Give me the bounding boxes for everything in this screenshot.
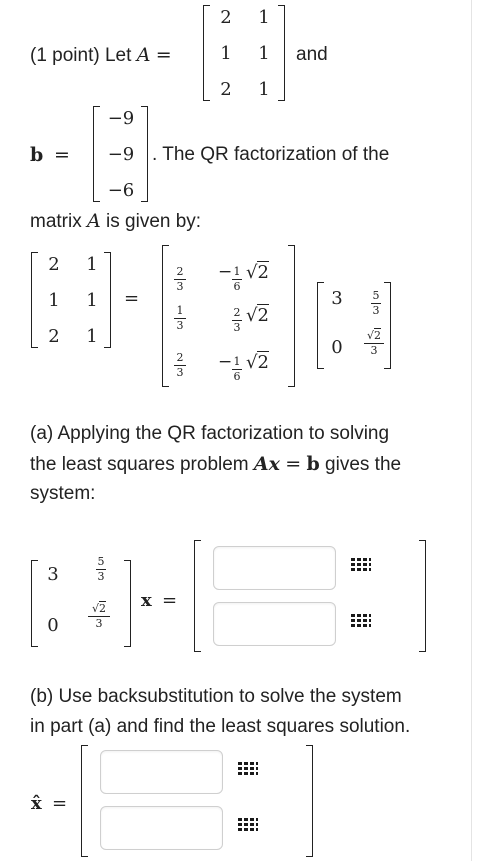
b-cell: −9 [107, 108, 135, 129]
part-b-answer-2-input[interactable] [100, 806, 223, 850]
q-frac: 1 6 [233, 265, 241, 293]
equals-sign: = [52, 793, 68, 814]
A-cell: 1 [48, 290, 60, 311]
and-text: and [296, 44, 328, 65]
part-a-line2: the least squares problem Ax = b gives the [30, 453, 402, 475]
equals-sign: = [124, 288, 140, 309]
part-a-answer-1-input[interactable] [213, 546, 336, 590]
Ax-symbol: Ax [253, 453, 280, 475]
sqrt: √2 [246, 262, 269, 283]
q-frac: 2 3 [174, 352, 186, 379]
r-cell: 3 [47, 564, 59, 585]
q-frac: 1 3 [174, 305, 186, 332]
A-symbol: A [87, 210, 101, 232]
b-cell: −9 [107, 144, 135, 165]
grid-icon [351, 614, 371, 630]
r-cell: 3 [331, 288, 343, 309]
part-b-answer-1-input[interactable] [100, 750, 223, 794]
qr-text: . The QR factorization of the [152, 144, 390, 165]
q-frac: 2 3 [174, 266, 186, 293]
intro-text [30, 44, 172, 67]
matrix-entry-button[interactable] [231, 811, 265, 841]
A-cell: 1 [258, 43, 270, 64]
equals-sign: = [162, 590, 178, 611]
A-symbol: A [136, 44, 151, 66]
part-b-line2: in part (a) and find the least squares solution. [30, 716, 411, 737]
A-cell: 2 [48, 254, 60, 275]
grid-icon [238, 818, 258, 834]
part-a-answer-2-input[interactable] [213, 602, 336, 646]
A-cell: 1 [86, 290, 98, 311]
r-cell: 0 [47, 615, 59, 636]
r-frac: √2 3 [88, 603, 110, 630]
sqrt: √2 [246, 352, 269, 373]
b-symbol: b [306, 453, 320, 475]
q-frac: 2 3 [233, 306, 241, 334]
A-cell: 1 [258, 7, 270, 28]
matrix-entry-button[interactable] [231, 755, 265, 785]
part-b-line1: (b) Use backsubstitution to solve the system [30, 686, 402, 707]
matrix-entry-button[interactable] [344, 607, 378, 637]
part-a-line1: (a) Applying the QR factorization to solving [30, 423, 390, 444]
q-frac: 1 6 [233, 355, 241, 383]
equals-sign: = [155, 44, 172, 66]
grid-icon [238, 762, 258, 778]
xhat-symbol: x̂ [31, 793, 42, 814]
b-symbol: b [30, 144, 44, 166]
points-label: (1 point) Let [30, 45, 132, 66]
r-frac: 5 3 [372, 289, 380, 317]
A-cell: 1 [258, 79, 270, 100]
A-cell: 1 [220, 43, 232, 64]
A-cell: 1 [86, 254, 98, 275]
equals-sign: = [54, 144, 70, 166]
grid-icon [351, 558, 371, 574]
matrix-entry-button[interactable] [344, 551, 378, 581]
r-frac: √2 3 [364, 330, 384, 357]
A-cell: 2 [48, 326, 60, 347]
A-cell: 1 [86, 326, 98, 347]
problem-card: (1 point) Let A = 2 1 1 1 2 1 and b = −9 −9 −6 . The QR factorization of the matrix A is given by: 2 1 1 1 2 1 = 2 3 1 3 2 3 − 1 6 √2 2 3 √2 − 1 6 √2 3 5 3 0 √2 3 (a) Applying the QR factorization to solving the least squares problem Ax = b gives the system: 3 5 3 0 √2 3 x = (b) Use backsubstitution to solve the system in part (a) and find the least squares solution. x̂ = [0, 0, 472, 861]
sqrt: √2 [246, 305, 269, 326]
r-cell: 0 [331, 337, 343, 358]
x-symbol: x [141, 590, 152, 611]
b-cell: −6 [107, 180, 135, 201]
part-a-line3: system: [30, 483, 96, 504]
r-frac: 5 3 [97, 555, 105, 583]
A-cell: 2 [220, 79, 232, 100]
A-cell: 2 [220, 7, 232, 28]
matrix-given-text: matrix A is given by: [30, 210, 202, 232]
